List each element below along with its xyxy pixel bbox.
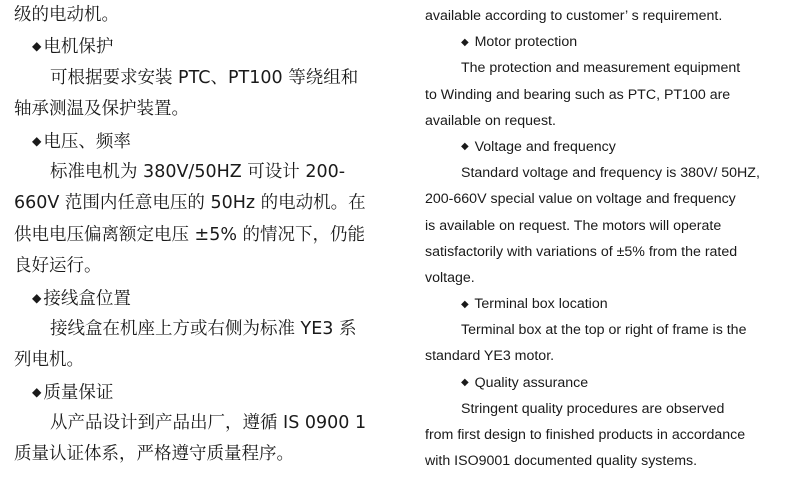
en-line: is available on request. The motors will operate [425, 217, 722, 234]
zh-line: 标准电机为 380V/50HZ 可设计 200- [50, 161, 346, 182]
en-line: voltage. [425, 269, 475, 286]
en-line: Terminal box at the top or right of frame is the [461, 322, 747, 339]
diamond-bullet-icon: ◆ [32, 133, 42, 148]
diamond-bullet-icon: ◆ [461, 141, 469, 153]
en-heading-voltage-frequency: ◆ Voltage and frequency [461, 138, 616, 155]
en-heading-terminal-box: ◆ Terminal box location [461, 296, 608, 313]
en-line: standard YE3 motor. [425, 348, 555, 365]
en-line: 200-660V special value on voltage and frequency [425, 191, 736, 208]
diamond-bullet-icon: ◆ [32, 290, 42, 305]
zh-heading-terminal-box: ◆ 接线盒位置 [32, 288, 131, 309]
en-line: The protection and measurement equipment [461, 60, 741, 77]
zh-line: 轴承测温及保护装置。 [14, 99, 189, 120]
chinese-column [14, 0, 376, 471]
en-line: to Winding and bearing such as PTC, PT100 are [425, 86, 731, 103]
zh-line: 良好运行。 [14, 256, 102, 277]
zh-line: 从产品设计到产品出厂，遵循 IS 0900 1 [50, 413, 367, 434]
en-line: with ISO9001 documented quality systems. [425, 453, 698, 470]
diamond-bullet-icon: ◆ [461, 36, 469, 48]
english-column [425, 3, 778, 474]
en-line: Standard voltage and frequency is 380V/ 50HZ, [461, 165, 760, 182]
en-line: satisfactorily with variations of ±5% from the rated [425, 243, 738, 260]
zh-line: 接线盒在机座上方或右侧为标准 YE3 系 [50, 318, 357, 339]
zh-heading-voltage-frequency: ◆ 电压、频率 [32, 131, 131, 152]
diamond-bullet-icon: ◆ [32, 39, 42, 54]
zh-heading-motor-protection: ◆ 电机保护 [32, 37, 114, 58]
en-line: Stringent quality procedures are observed [461, 400, 725, 417]
en-line: available on request. [425, 112, 556, 129]
zh-line: 可根据要求安装 PTC、PT100 等绕组和 [50, 67, 359, 88]
zh-line: 供电电压偏离额定电压 ±5% 的情况下，仍能 [14, 224, 366, 245]
en-line: from first design to finished products in accordance [425, 427, 746, 443]
en-heading-motor-protection: ◆ Motor protection [461, 34, 578, 51]
diamond-bullet-icon: ◆ [32, 384, 42, 399]
diamond-bullet-icon: ◆ [461, 377, 469, 389]
en-line: available according to customer’ s requirement. [425, 8, 723, 24]
zh-line: 列电机。 [14, 350, 84, 371]
zh-heading-quality: ◆ 质量保证 [32, 382, 114, 403]
zh-line: 级的电动机。 [14, 5, 119, 25]
zh-line: 660V 范围内任意电压的 50Hz 的电动机。在 [14, 193, 366, 214]
zh-line: 质量认证体系，严格遵守质量程序。 [14, 444, 294, 465]
diamond-bullet-icon: ◆ [461, 298, 469, 310]
en-heading-quality: ◆ Quality assurance [461, 374, 589, 391]
